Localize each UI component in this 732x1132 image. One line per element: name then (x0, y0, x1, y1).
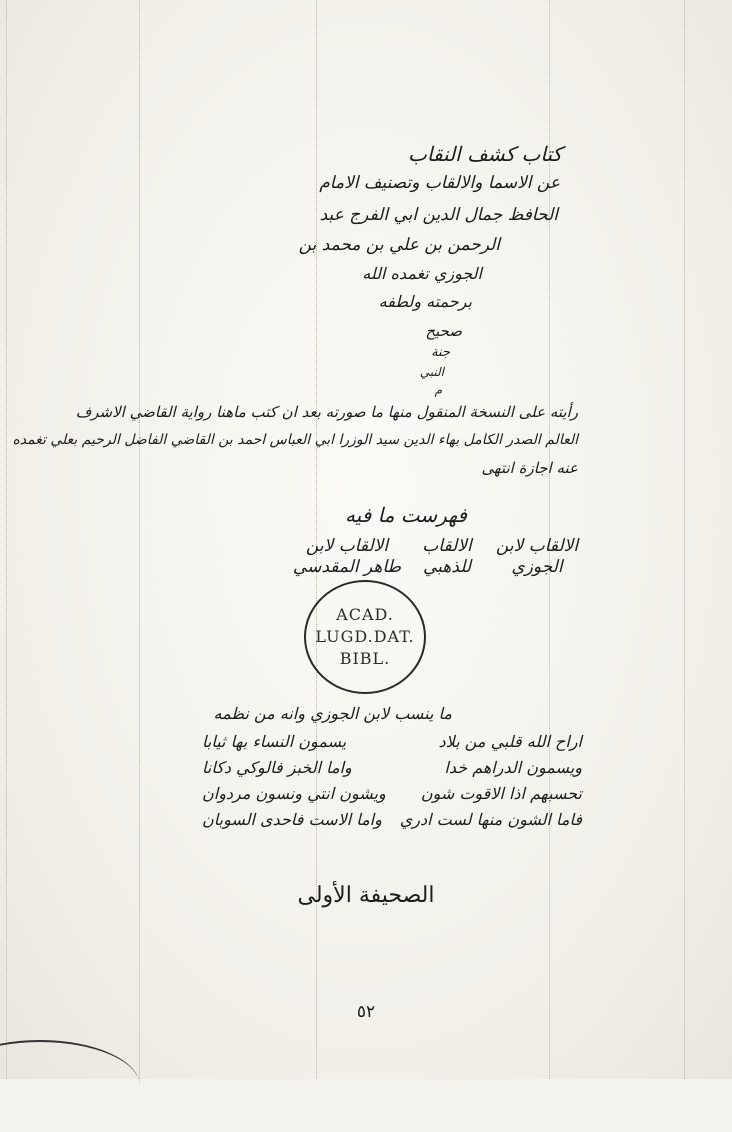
index-entry-line: طاهر المقدسي (292, 557, 402, 577)
title-line: الرحمن بن علي بن محمد بن (298, 235, 500, 255)
library-stamp (304, 580, 426, 694)
title-line: النبي (419, 365, 444, 379)
index-entry-line: الالقاب لابن (305, 536, 389, 556)
verse-first-hemistich: فاما الشون منها لست ادري (399, 810, 582, 829)
verse-second-hemistich: واما الخبز فالوكي دكانا (202, 758, 352, 777)
title-line: كتاب كشف النقاب (408, 142, 562, 166)
colophon-line: عنه اجازة انتهى (481, 459, 578, 477)
poem (202, 732, 582, 832)
title-line: عن الاسما والالقاب وتصنيف الامام (319, 173, 560, 193)
verse-second-hemistich: يسمون النساء بها ثيابا (202, 732, 347, 751)
colophon (12, 398, 578, 482)
verse-second-hemistich: ويشون انتي ونسون مردوان (202, 784, 386, 803)
ruling-line (684, 0, 685, 1079)
stamp-line: BIBL. (339, 649, 391, 668)
title-line: صحيح (425, 322, 462, 340)
index-entry-line: الالقاب لابن (495, 536, 579, 556)
index-entry-line: للذهبي (423, 557, 471, 577)
colophon-line: العالم الصدر الكامل بهاء الدين سيد الوزرا ابي العباس احمد بن القاضي الفاضل الرحيم بعلي تغمده (12, 432, 578, 448)
verse-first-hemistich: تحسبهم اذا الاقوت شون (420, 784, 582, 803)
page-number: ٥٢ (356, 1002, 376, 1022)
title-line: جنة (431, 345, 450, 360)
ruling-line (139, 0, 140, 1079)
index-entry-dhahabi (407, 536, 487, 578)
title-line: الحافظ جمال الدين ابي الفرج عبد (319, 205, 558, 225)
colophon-line: رأيته على النسخة المنقول منها ما صورته بعد ان كتب ماهنا رواية القاضي الاشرف (75, 403, 578, 421)
index-heading: فهرست ما فيه (344, 503, 467, 527)
index-entry-jawzi (492, 536, 582, 578)
stamp-line: LUGD.DAT. (315, 627, 415, 646)
title-line: م (434, 383, 442, 397)
verse-first-hemistich: اراح الله قلبي من بلاد (438, 732, 582, 751)
stamp-line: ACAD. (336, 605, 394, 624)
title-line: برحمته ولطفه (378, 292, 472, 311)
verse-second-hemistich: واما الاست فاحدى السوبان (202, 810, 382, 829)
poem-heading: ما ينسب لابن الجوزي وانه من نظمه (213, 704, 452, 723)
title-line: الجوزي تغمده الله (362, 264, 482, 283)
index-entry-maqdisi (292, 536, 402, 578)
index-entry-line: الالقاب (422, 536, 472, 556)
ruling-line (6, 0, 7, 1079)
index-entry-line: الجوزي (511, 557, 563, 577)
section-title: الصحيفة الأولى (297, 883, 435, 908)
scan-edge-mark (0, 1040, 140, 1132)
verse-first-hemistich: ويسمون الدراهم خدا (444, 758, 582, 777)
